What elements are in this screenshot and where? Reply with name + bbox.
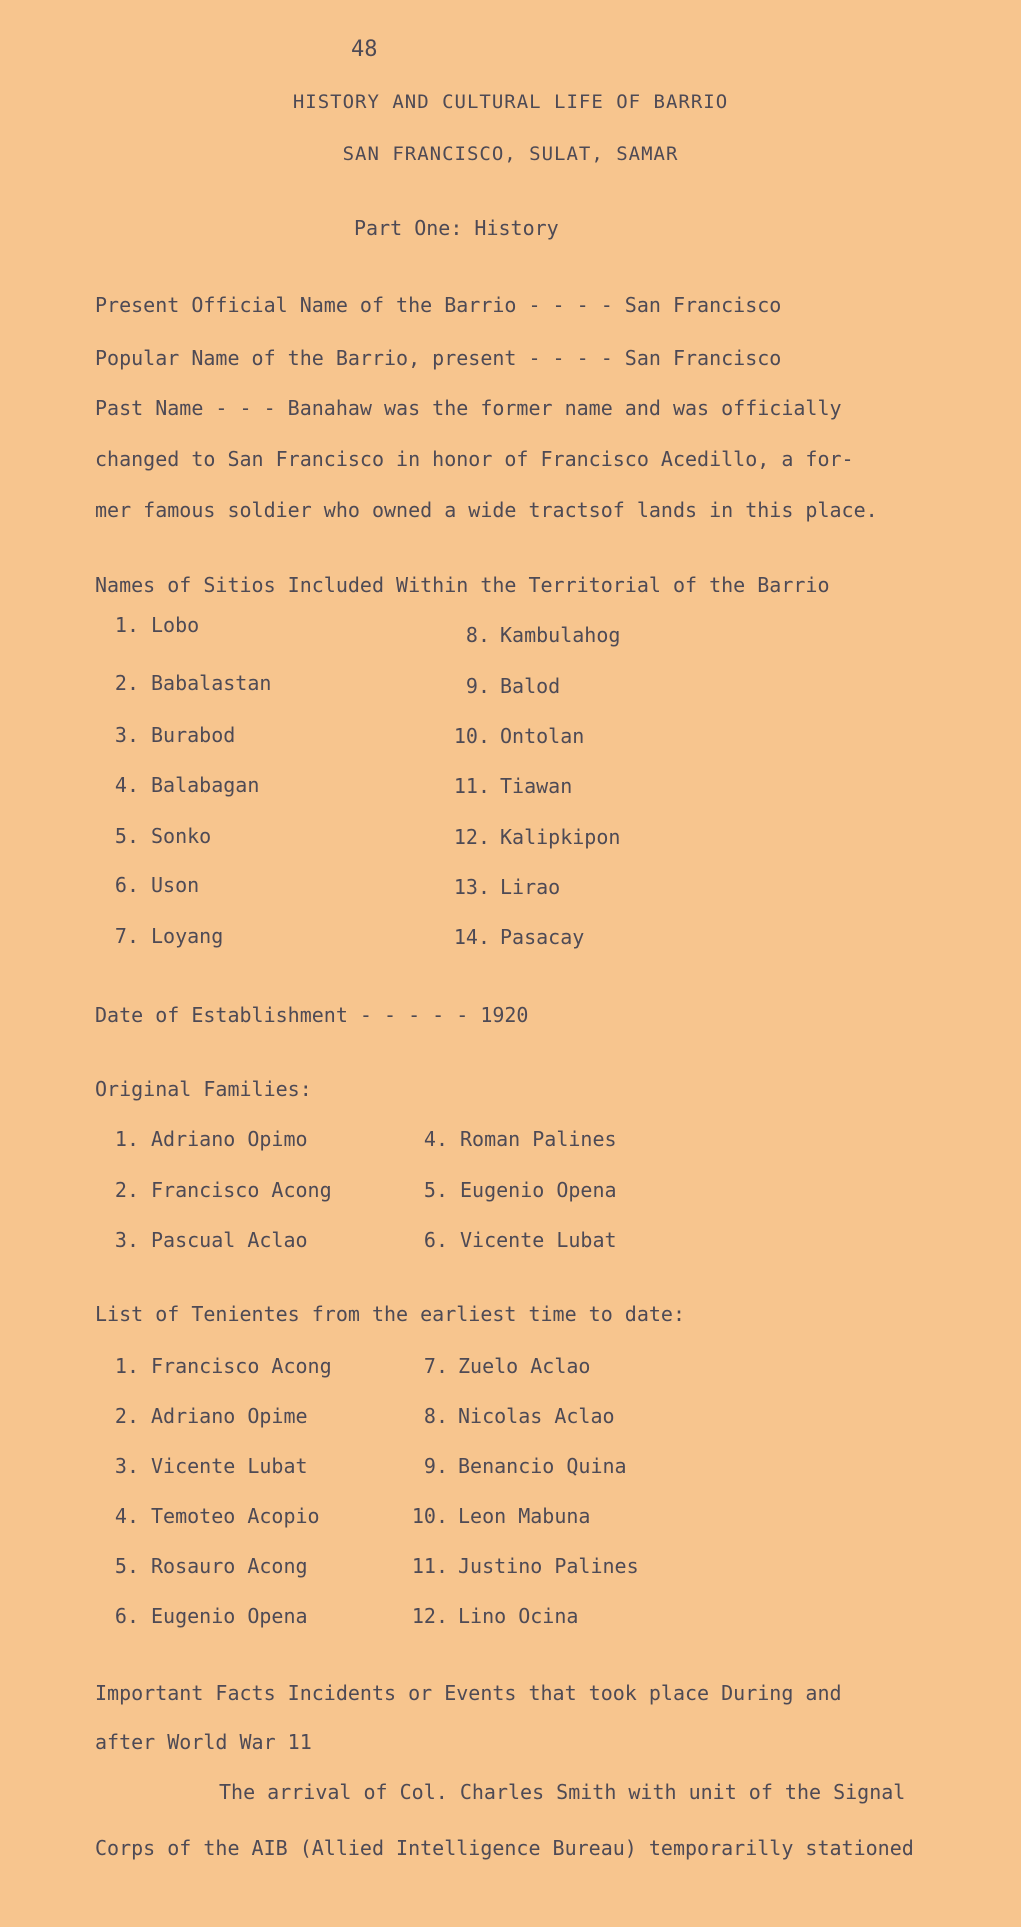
sitio-name: Sonko	[151, 824, 212, 848]
item-number: 7.	[114, 924, 139, 948]
sitio-name: Lobo	[151, 613, 200, 637]
paragraph-line: Corps of the AIB (Allied Intelligence Bureau) temporarilly stationed	[95, 1836, 914, 1860]
family-name: Eugenio Opena	[460, 1178, 617, 1202]
family-name: Adriano Opimo	[151, 1127, 308, 1151]
page-number: 48	[351, 37, 378, 62]
part-heading: Part One: History	[354, 216, 559, 240]
item-number: 5.	[423, 1178, 448, 1202]
date-established: Date of Establishment - - - - - 1920	[95, 1003, 529, 1027]
sitio-name: Balabagan	[151, 773, 260, 797]
item-number: 4.	[114, 773, 139, 797]
item-number: 8.	[423, 1404, 448, 1428]
item-number: 13.	[453, 875, 490, 899]
tenientes-heading: List of Tenientes from the earliest time to date:	[95, 1302, 686, 1326]
item-number: 5.	[114, 824, 139, 848]
document-title: HISTORY AND CULTURAL LIFE OF BARRIO	[292, 91, 729, 113]
teniente-name: Zuelo Aclao	[458, 1354, 591, 1378]
item-number: 6.	[423, 1228, 448, 1252]
families-heading: Original Families:	[95, 1077, 312, 1101]
sitio-name: Uson	[151, 873, 200, 897]
item-number: 6.	[114, 873, 139, 897]
facts-heading: Important Facts Incidents or Events that took place During and	[95, 1681, 842, 1705]
item-number: 8.	[465, 623, 490, 647]
teniente-name: Benancio Quina	[458, 1454, 627, 1478]
item-number: 3.	[114, 1228, 139, 1252]
sitio-name: Balod	[500, 674, 561, 698]
sitio-name: Kambulahog	[500, 623, 621, 647]
teniente-name: Eugenio Opena	[151, 1604, 308, 1628]
facts-heading: after World War 11	[95, 1730, 312, 1754]
item-number: 11.	[453, 774, 490, 798]
sitio-name: Kalipkipon	[500, 825, 621, 849]
item-number: 9.	[465, 674, 490, 698]
teniente-name: Justino Palines	[458, 1554, 639, 1578]
sitio-name: Babalastan	[151, 671, 272, 695]
family-name: Francisco Acong	[151, 1178, 332, 1202]
paragraph-line: The arrival of Col. Charles Smith with unit of the Signal	[219, 1780, 906, 1804]
item-number: 2.	[114, 1404, 139, 1428]
teniente-name: Vicente Lubat	[151, 1454, 308, 1478]
item-number: 2.	[114, 671, 139, 695]
family-name: Pascual Aclao	[151, 1228, 308, 1252]
teniente-name: Leon Mabuna	[458, 1504, 591, 1528]
past-name-line: Past Name - - - Banahaw was the former name and was officially	[95, 396, 842, 420]
item-number: 12.	[453, 825, 490, 849]
item-number: 6.	[114, 1604, 139, 1628]
sitios-heading: Names of Sitios Included Within the Territorial of the Barrio	[95, 573, 830, 597]
teniente-name: Lino Ocina	[458, 1604, 579, 1628]
teniente-name: Nicolas Aclao	[458, 1404, 615, 1428]
item-number: 2.	[114, 1178, 139, 1202]
past-name-line: changed to San Francisco in honor of Francisco Acedillo, a for-	[95, 447, 854, 471]
teniente-name: Francisco Acong	[151, 1354, 332, 1378]
past-name-line: mer famous soldier who owned a wide tractsof lands in this place.	[95, 498, 878, 522]
item-number: 1.	[114, 1354, 139, 1378]
item-number: 4.	[114, 1504, 139, 1528]
item-number: 12.	[411, 1604, 448, 1628]
item-number: 9.	[423, 1454, 448, 1478]
item-number: 3.	[114, 723, 139, 747]
family-name: Roman Palines	[460, 1127, 617, 1151]
item-number: 10.	[411, 1504, 448, 1528]
item-number: 5.	[114, 1554, 139, 1578]
sitio-name: Tiawan	[500, 774, 573, 798]
item-number: 11.	[411, 1554, 448, 1578]
item-number: 7.	[423, 1354, 448, 1378]
sitio-name: Loyang	[151, 924, 224, 948]
teniente-name: Adriano Opime	[151, 1404, 308, 1428]
item-number: 1.	[114, 613, 139, 637]
family-name: Vicente Lubat	[460, 1228, 617, 1252]
item-number: 3.	[114, 1454, 139, 1478]
teniente-name: Rosauro Acong	[151, 1554, 308, 1578]
sitio-name: Ontolan	[500, 724, 585, 748]
sitio-name: Pasacay	[500, 925, 585, 949]
item-number: 14.	[453, 925, 490, 949]
sitio-name: Burabod	[151, 723, 236, 747]
item-number: 1.	[114, 1127, 139, 1151]
item-number: 10.	[453, 724, 490, 748]
popular-name-line: Popular Name of the Barrio, present - - - - San Francisco	[95, 346, 782, 370]
official-name-line: Present Official Name of the Barrio - - - - San Francisco	[95, 293, 782, 317]
item-number: 4.	[423, 1127, 448, 1151]
teniente-name: Temoteo Acopio	[151, 1504, 320, 1528]
document-subtitle: SAN FRANCISCO, SULAT, SAMAR	[342, 143, 679, 165]
sitio-name: Lirao	[500, 875, 561, 899]
